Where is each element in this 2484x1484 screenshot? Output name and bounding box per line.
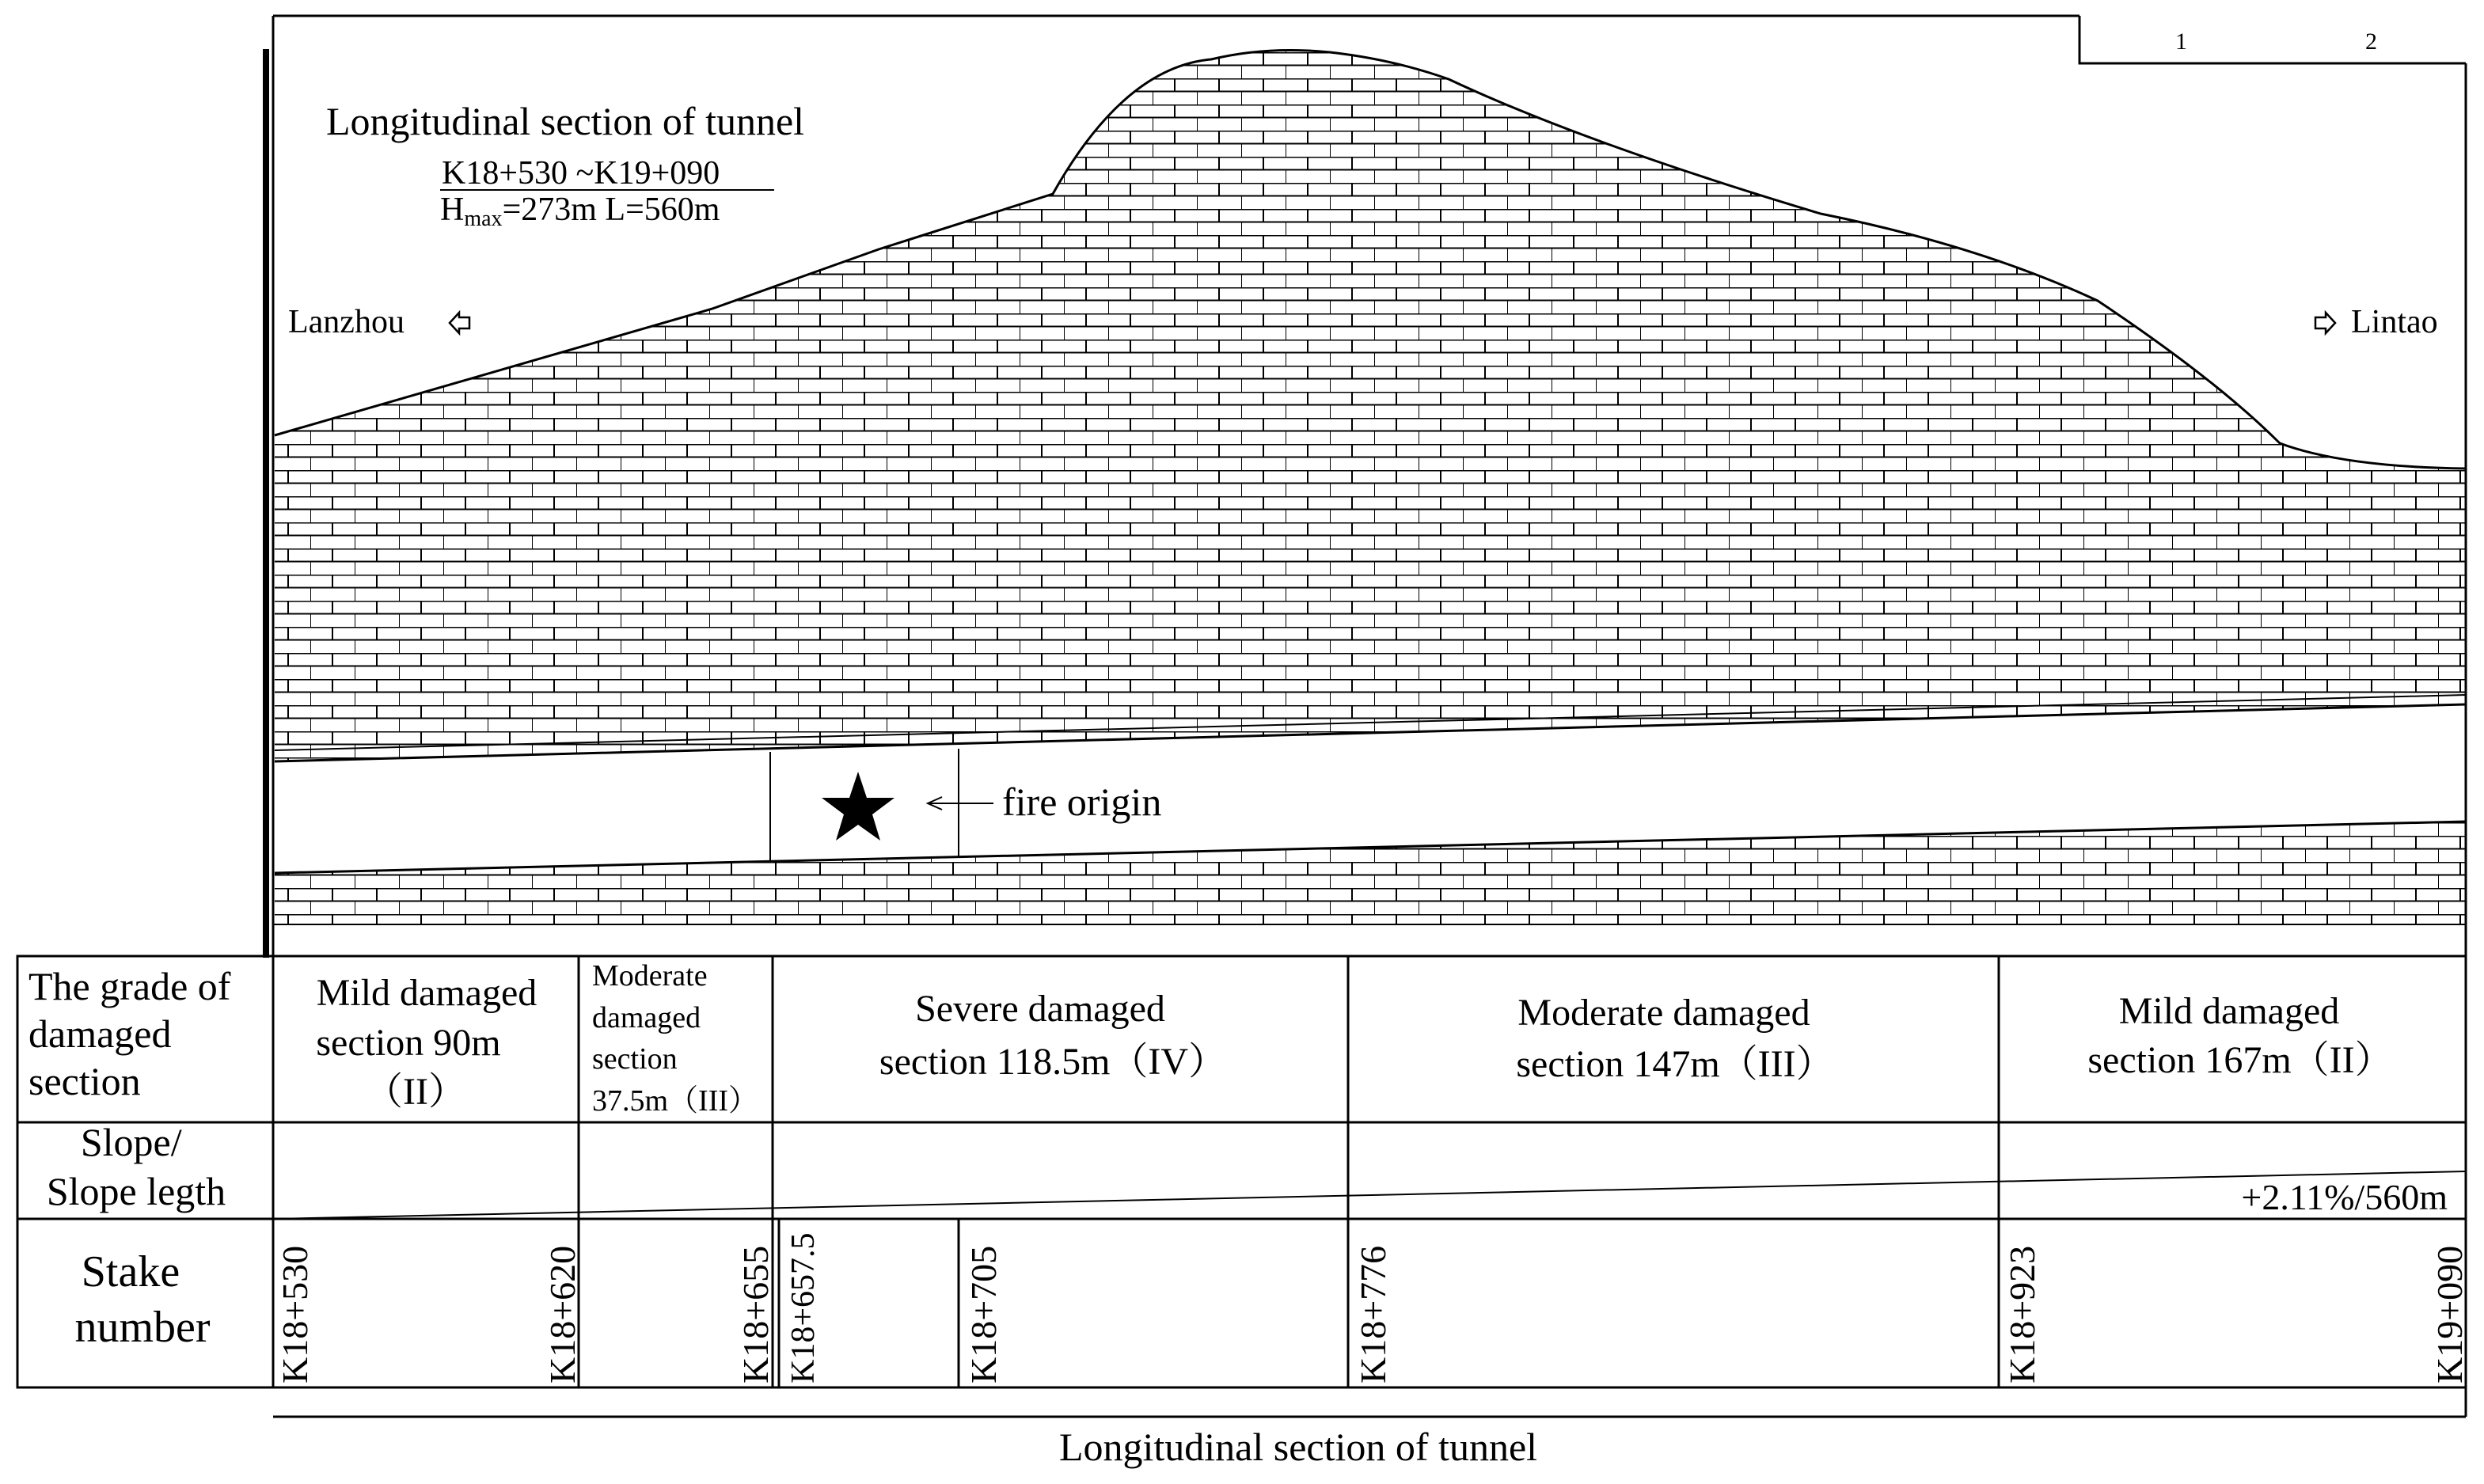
stake-row-header: Stake number [74,1247,211,1352]
stake-k18-655: K18+655 [735,1245,776,1383]
slope-value: +2.11%/560m [2241,1177,2448,1217]
stake-k18-923: K18+923 [2002,1245,2042,1383]
slope-row-header: Slope/ Slope legth [46,1120,226,1213]
section-2-moderate: Moderate damaged section 37.5m（III） [592,959,759,1118]
arrow-right-icon [2315,313,2335,333]
arrow-left-icon [450,313,469,333]
figure-caption: Longitudinal section of tunnel [1058,1425,1538,1469]
diagram-title: Longitudinal section of tunnel [326,99,805,143]
corner-number-1: 1 [2175,28,2187,55]
section-5-mild: Mild damaged section 167m（II） [2087,990,2393,1081]
stake-range: K18+530 ~K19+090 [442,155,720,192]
section-4-moderate: Moderate damaged section 147m（III） [1516,992,1834,1085]
stake-k19-090: K19+090 [2429,1245,2470,1383]
grade-row-header: The grade of damaged section [28,964,231,1103]
section-3-severe: Severe damaged section 118.5m（IV） [879,988,1227,1083]
stake-k18-657-5: K18+657.5 [785,1232,822,1383]
stake-k18-776: K18+776 [1353,1245,1393,1383]
stake-k18-530: K18+530 [275,1245,315,1383]
section-1-mild: Mild damaged section 90m （II） [316,972,537,1113]
stake-k18-620: K18+620 [542,1245,583,1383]
direction-left-label: Lanzhou [288,304,405,340]
hmax-length: Hmax=273m L=560m [440,192,720,231]
stake-k18-705: K18+705 [963,1245,1004,1383]
fire-origin-label: fire origin [1002,780,1162,824]
slope-line [273,1171,2466,1219]
info-table [17,956,2466,1387]
corner-box [2079,16,2466,63]
direction-right-label: Lintao [2351,304,2438,340]
corner-number-2: 2 [2365,28,2377,55]
